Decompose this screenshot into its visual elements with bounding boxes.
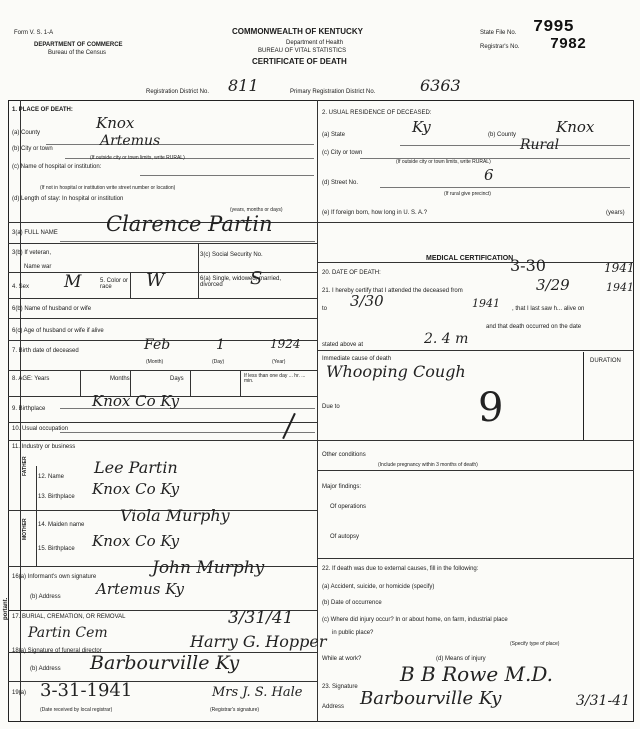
specify-place-note: (Specify type of place) bbox=[510, 641, 560, 647]
reg-district-number: 811 bbox=[228, 76, 259, 95]
county-value: Knox bbox=[96, 114, 135, 132]
autopsy-label: Of autopsy bbox=[330, 534, 360, 540]
registrar-signature-caption: (Registrar's signature) bbox=[210, 707, 260, 713]
war-label: Name war bbox=[24, 264, 52, 270]
rule bbox=[198, 243, 199, 298]
stay-label: (d) Length of stay: In hospital or institution bbox=[12, 196, 124, 202]
city-label: (b) City or town bbox=[12, 146, 53, 152]
where-injury-label: (c) Where did injury occur? In or about home, on farm, industrial place bbox=[322, 617, 508, 623]
age-note: If less than one day ... hr. ... min. bbox=[244, 373, 306, 384]
operations-label: Of operations bbox=[330, 504, 367, 510]
month-caption: (Month) bbox=[146, 359, 164, 365]
date-of-death-value: 3-30 bbox=[510, 256, 546, 275]
state-file-label: State File No. bbox=[480, 30, 517, 36]
physician-address-label: Address bbox=[322, 704, 345, 710]
full-name-value: Clarence Partin bbox=[106, 212, 273, 236]
rule bbox=[80, 370, 81, 396]
certify-to-date: 3/30 bbox=[350, 292, 384, 310]
physician-signature-date: 3/31-41 bbox=[576, 693, 630, 709]
rule bbox=[8, 370, 318, 371]
ssn-label: 3(c) Social Security No. bbox=[200, 252, 263, 258]
rule bbox=[400, 145, 630, 146]
residence-state-label: (a) State bbox=[322, 132, 346, 138]
rule bbox=[130, 272, 131, 298]
father-side-label: FATHER bbox=[22, 456, 28, 476]
state-file-number: 7995 bbox=[533, 18, 574, 37]
death-occurred-label: and that death occurred on the date bbox=[486, 324, 582, 330]
mother-name-value: Viola Murphy bbox=[120, 506, 230, 525]
bureau-vital: BUREAU OF VITAL STATISTICS bbox=[258, 48, 347, 54]
physician-address-value: Barbourville Ky bbox=[360, 688, 502, 709]
funeral-address-label: (b) Address bbox=[30, 666, 61, 672]
stay-note: (years, months or days) bbox=[230, 207, 283, 213]
industry-label: 11. Industry or business bbox=[12, 444, 76, 450]
burial-date: 3/31/41 bbox=[228, 608, 294, 628]
rule bbox=[140, 175, 314, 176]
informant-signature: John Murphy bbox=[152, 558, 265, 578]
marital-value: S bbox=[250, 268, 263, 289]
means-of-injury-label: (d) Means of injury bbox=[436, 656, 486, 662]
color-label: 5. Color or race bbox=[100, 278, 129, 290]
residence-city-value: Rural bbox=[520, 137, 560, 153]
residence-city-label: (c) City or town bbox=[322, 150, 363, 156]
due-to-label: Due to bbox=[322, 404, 340, 410]
registrar-number: 7982 bbox=[550, 36, 587, 53]
certify-to-label: to bbox=[322, 306, 328, 312]
dept-commerce: DEPARTMENT OF COMMERCE bbox=[34, 42, 123, 48]
date-of-death-label: 20. DATE OF DEATH: bbox=[322, 270, 381, 276]
residence-county-label: (b) County bbox=[488, 132, 517, 138]
rule bbox=[317, 440, 634, 441]
rule bbox=[317, 558, 634, 559]
date-received-label: 19(a) bbox=[12, 690, 27, 696]
primary-district-number: 6363 bbox=[420, 76, 461, 95]
spouse-age-label: 6(c) Age of husband or wife if alive bbox=[12, 328, 104, 334]
rule bbox=[8, 318, 318, 319]
informant-address-value: Artemus Ky bbox=[96, 580, 184, 598]
days-caption: Days bbox=[170, 376, 184, 382]
signature-label: 23. Signature bbox=[322, 684, 358, 690]
immediate-cause-label: Immediate cause of death bbox=[322, 356, 392, 362]
hospital-label: (c) Name of hospital or institution: bbox=[12, 164, 102, 170]
duration-label: DURATION bbox=[590, 358, 621, 364]
father-birthplace-label: 13. Birthplace bbox=[38, 494, 75, 500]
birth-date-label: 7. Birth date of deceased bbox=[12, 348, 79, 354]
rule bbox=[317, 350, 634, 351]
city-note: (If outside city or town limits, write RURAL) bbox=[90, 155, 185, 161]
foreign-born-label: (e) If foreign born, how long in U. S. A.? bbox=[322, 210, 428, 216]
date-received-caption: (Date received by local registrar) bbox=[40, 707, 113, 713]
birth-month: Feb bbox=[144, 337, 171, 353]
rule bbox=[190, 370, 191, 396]
duration-column bbox=[583, 352, 634, 440]
year-caption: (Year) bbox=[272, 359, 286, 365]
father-birthplace-value: Knox Co Ky bbox=[92, 480, 180, 498]
rule bbox=[317, 470, 634, 471]
funeral-director-label: 18(a) Signature of funeral director bbox=[12, 648, 102, 654]
rule bbox=[317, 262, 634, 263]
margin-text: portant. bbox=[3, 597, 9, 620]
certificate-title: CERTIFICATE OF DEATH bbox=[252, 57, 347, 66]
street-note: (If rural give precinct) bbox=[444, 191, 491, 197]
registrar-label: Registrar's No. bbox=[480, 44, 520, 50]
informant-label: 16(a) Informant's own signature bbox=[12, 574, 97, 580]
mother-name-label: 14. Maiden name bbox=[38, 522, 85, 528]
spouse-label: 6(b) Name of husband or wife bbox=[12, 306, 92, 312]
center-divider bbox=[317, 100, 318, 722]
rule bbox=[60, 241, 315, 242]
county-label: (a) County bbox=[12, 130, 41, 136]
accident-label: (a) Accident, suicide, or homicide (specify) bbox=[322, 584, 435, 590]
rule bbox=[60, 432, 315, 433]
birth-day: 1 bbox=[216, 337, 225, 353]
external-causes-label: 22. If death was due to external causes, fill in the following: bbox=[322, 566, 479, 572]
rule bbox=[240, 370, 241, 396]
rule bbox=[46, 144, 314, 145]
residence-city-note: (If outside city or town limits, write RURAL) bbox=[396, 159, 491, 165]
other-conditions-label: Other conditions bbox=[322, 452, 366, 458]
primary-district-label: Primary Registration District No. bbox=[290, 89, 376, 95]
dept-health: Department of Health bbox=[286, 40, 344, 46]
physician-signature: B B Rowe M.D. bbox=[400, 662, 554, 686]
sex-label: 4. Sex bbox=[12, 284, 30, 290]
birthplace-value: Knox Co Ky bbox=[92, 392, 180, 410]
commonwealth-title: COMMONWEALTH OF KENTUCKY bbox=[232, 27, 363, 36]
medical-certification-title: MEDICAL CERTIFICATION bbox=[426, 255, 514, 262]
usual-residence-label: 2. USUAL RESIDENCE OF DECEASED: bbox=[322, 110, 432, 116]
age-label: 8. AGE: Years bbox=[12, 376, 50, 382]
while-at-work-label: While at work? bbox=[322, 656, 362, 662]
father-name-label: 12. Name bbox=[38, 474, 65, 480]
informant-address-label: (b) Address bbox=[30, 594, 61, 600]
birth-year: 1924 bbox=[270, 337, 301, 351]
veteran-label: 3(b) If veteran, bbox=[12, 250, 52, 256]
occupation-label: 10. Usual occupation bbox=[12, 426, 69, 432]
rule bbox=[8, 440, 318, 441]
birthplace-label: 9. Birthplace bbox=[12, 406, 46, 412]
marital-label: 6(a) Single, widowed, married, divorced bbox=[200, 276, 282, 288]
residence-state-value: Ky bbox=[412, 118, 431, 136]
mother-birthplace-label: 15. Birthplace bbox=[38, 546, 75, 552]
reg-district-label: Registration District No. bbox=[146, 89, 210, 95]
stated-above-label: stated above at bbox=[322, 342, 364, 348]
foreign-born-years: (years) bbox=[606, 210, 625, 216]
hospital-note: (If not in hospital or institution write street number or location) bbox=[40, 185, 176, 191]
street-value: 6 bbox=[484, 166, 494, 184]
due-to-value: 9 bbox=[478, 385, 504, 431]
funeral-address-value: Barbourville Ky bbox=[90, 652, 240, 674]
street-label: (d) Street No. bbox=[322, 180, 359, 186]
months-caption: Months bbox=[110, 376, 130, 382]
day-caption: (Day) bbox=[212, 359, 225, 365]
immediate-cause-value: Whooping Cough bbox=[326, 362, 466, 381]
certify-to-year: 1941 bbox=[472, 297, 500, 310]
father-name-value: Lee Partin bbox=[94, 458, 178, 477]
full-name-label: 3(a) FULL NAME bbox=[12, 230, 58, 236]
date-of-death-year: 1941 bbox=[604, 261, 635, 275]
rule bbox=[8, 422, 318, 423]
certify-label: 21. I hereby certify that I attended the deceased from bbox=[322, 288, 463, 294]
certify-from-date: 3/29 bbox=[536, 276, 570, 294]
burial-label: 17. BURIAL, CREMATION, OR REMOVAL bbox=[12, 614, 126, 620]
rule bbox=[8, 298, 318, 299]
burial-place: Partin Cem bbox=[28, 625, 108, 641]
date-received-value: 3-31-1941 bbox=[40, 680, 133, 701]
bureau-census: Bureau of the Census bbox=[48, 50, 107, 56]
stated-above-value: 2. 4 m bbox=[424, 331, 469, 347]
certify-from-year: 1941 bbox=[606, 281, 634, 294]
rule bbox=[8, 243, 318, 244]
rule bbox=[317, 222, 634, 223]
city-value: Artemus bbox=[100, 133, 161, 149]
place-of-death-label: 1. PLACE OF DEATH: bbox=[12, 107, 73, 113]
public-place-label: in public place? bbox=[332, 630, 374, 636]
form-number: Form V. S. 1-A bbox=[14, 30, 54, 36]
last-saw-label: , that I last saw h... alive on bbox=[512, 306, 585, 312]
color-value: W bbox=[146, 270, 165, 291]
major-findings-label: Major findings: bbox=[322, 484, 362, 490]
mother-birthplace-value: Knox Co Ky bbox=[92, 532, 180, 550]
pregnancy-note: (Include pregnancy within 3 months of death) bbox=[378, 462, 478, 468]
mother-side-label: MOTHER bbox=[22, 518, 28, 540]
residence-county-value: Knox bbox=[556, 118, 595, 136]
sex-value: M bbox=[64, 272, 82, 292]
date-occurrence-label: (b) Date of occurrence bbox=[322, 600, 382, 606]
funeral-director-signature: Harry G. Hopper bbox=[190, 632, 327, 651]
registrar-signature: Mrs J. S. Hale bbox=[212, 685, 303, 700]
rule bbox=[380, 187, 630, 188]
parents-side-rule bbox=[36, 466, 37, 566]
